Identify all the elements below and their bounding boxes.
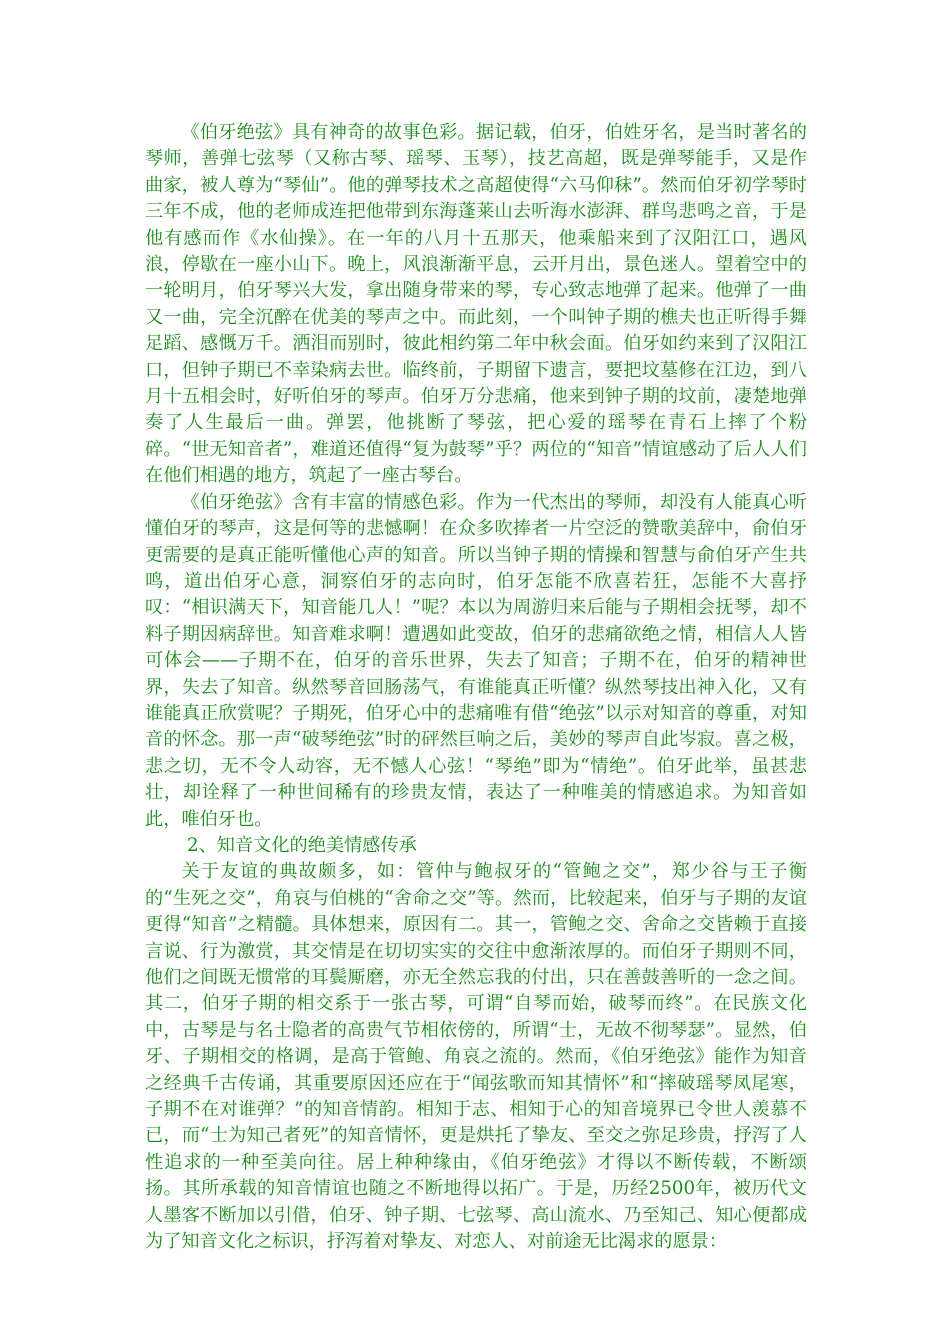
paragraph-emotion: 《伯牙绝弦》含有丰富的情感色彩。作为一代杰出的琴师，却没有人能真心听懂伯牙的琴声，这是何等的悲憾啊！在众多吹捧者一片空泛的赞歌美辞中，俞伯牙更需要的是真正能听懂他心声的知音。所以当钟子期的情操和智慧与俞伯牙产生共鸣，道出伯牙心意，洞察伯牙的志向时，伯牙怎能不欣喜若狂，怎能不大喜抒叹：“相识满天下，知音能几人！”呢？本以为周游归来后能与子期相会抚琴，却不料子期因病辞世。知音难求啊！遭遇如此变故，伯牙的悲痛欲绝之情，相信人人皆可体会——子期不在，伯牙的音乐世界，失去了知音；子期不在，伯牙的精神世界，失去了知音。纵然琴音回肠荡气，有谁能真正听懂？纵然琴技出神入化，又有谁能真正欣赏呢？子期死，伯牙心中的悲痛唯有借“绝弦”以示对知音的尊重，对知音的怀念。那一声“破琴绝弦”时的砰然巨响之后，美妙的琴声自此岑寂。喜之极，悲之切，无不令人动容，无不憾人心弦！“琴绝”即为“情绝”。伯牙此举，虽甚悲壮，却诠释了一种世间稀有的珍贵友情，表达了一种唯美的情感追求。为知音如此，唯伯牙也。: [145, 491, 807, 830]
document-body: [145, 120, 807, 1255]
section-heading: 2、知音文化的绝美情感传承: [187, 834, 417, 856]
paragraph-story: 《伯牙绝弦》具有神奇的故事色彩。据记载，伯牙，伯姓牙名，是当时著名的琴师，善弹七弦琴（又称古琴、瑶琴、玉琴），技艺高超，既是弹琴能手，又是作曲家，被人尊为“琴仙”。他的弹琴技术之高超使得“六马仰秣”。然而伯牙初学琴时三年不成，他的老师成连把他带到东海蓬莱山去听海水澎湃、群鸟悲鸣之音，于是他有感而作《水仙操》。在一年的八月十五那天，他乘船来到了汉阳江口，遇风浪，停歇在一座小山下。晚上，风浪渐渐平息，云开月出，景色迷人。望着空中的一轮明月，伯牙琴兴大发，拿出随身带来的琴，专心致志地弹了起来。他弹了一曲又一曲，完全沉醉在优美的琴声之中。而此刻，一个叫钟子期的樵夫也正听得手舞足蹈、感慨万千。洒泪而别时，彼此相约第二年中秋会面。伯牙如约来到了汉阳江口，但钟子期已不幸染病去世。临终前，子期留下遗言，要把坟墓修在江边，到八月十五相会时，好听伯牙的琴声。伯牙万分悲痛，他来到钟子期的坟前，凄楚地弹奏了人生最后一曲。弹罢，他挑断了琴弦，把心爱的瑶琴在青石上摔了个粉碎。“世无知音者”，难道还值得“复为鼓琴”乎？两位的“知音”情谊感动了后人人们在他们相遇的地方，筑起了一座古琴台。: [145, 122, 807, 487]
paragraph-friendship: 关于友谊的典故颇多，如：管仲与鲍叔牙的“管鲍之交”，郑少谷与王子衡的“生死之交”，角哀与伯桃的“舍命之交”等。然而，比较起来，伯牙与子期的友谊更得“知音”之精髓。具体想来，原因有二。其一，管鲍之交、舍命之交皆赖于直接言说、行为激赏，其交情是在切切实实的交往中愈渐浓厚的。而伯牙子期则不同，他们之间既无惯常的耳鬓厮磨，亦无全然忘我的付出，只在善鼓善听的一念之间。其二，伯牙子期的相交系于一张古琴，可谓“自琴而始，破琴而终”。在民族文化中，古琴是与名士隐者的高贵气节相依傍的，所谓“士，无故不彻琴瑟”。显然，伯牙、子期相交的格调，是高于管鲍、角哀之流的。然而，《伯牙绝弦》能作为知音之经典千古传诵，其重要原因还应在于“闻弦歌而知其情怀”和“摔破瑶琴凤尾寒，子期不在对谁弹？”的知音情韵。相知于志、相知于心的知音境界已令世人羡慕不已，而“士为知己者死”的知音情怀，更是烘托了挚友、至交之弥足珍贵，抒泻了人性追求的一种至美向往。居上种种缘由，《伯牙绝弦》才得以不断传载，不断颂扬。其所承载的知音情谊也随之不断地得以拓广。于是，历经2500年，被历代文人墨客不断加以引借，伯牙、钟子期、七弦琴、高山流水、乃至知己、知心便都成为了知音文化之标识，抒泻着对挚友、对恋人、对前途无比渴求的愿景：: [145, 861, 807, 1253]
